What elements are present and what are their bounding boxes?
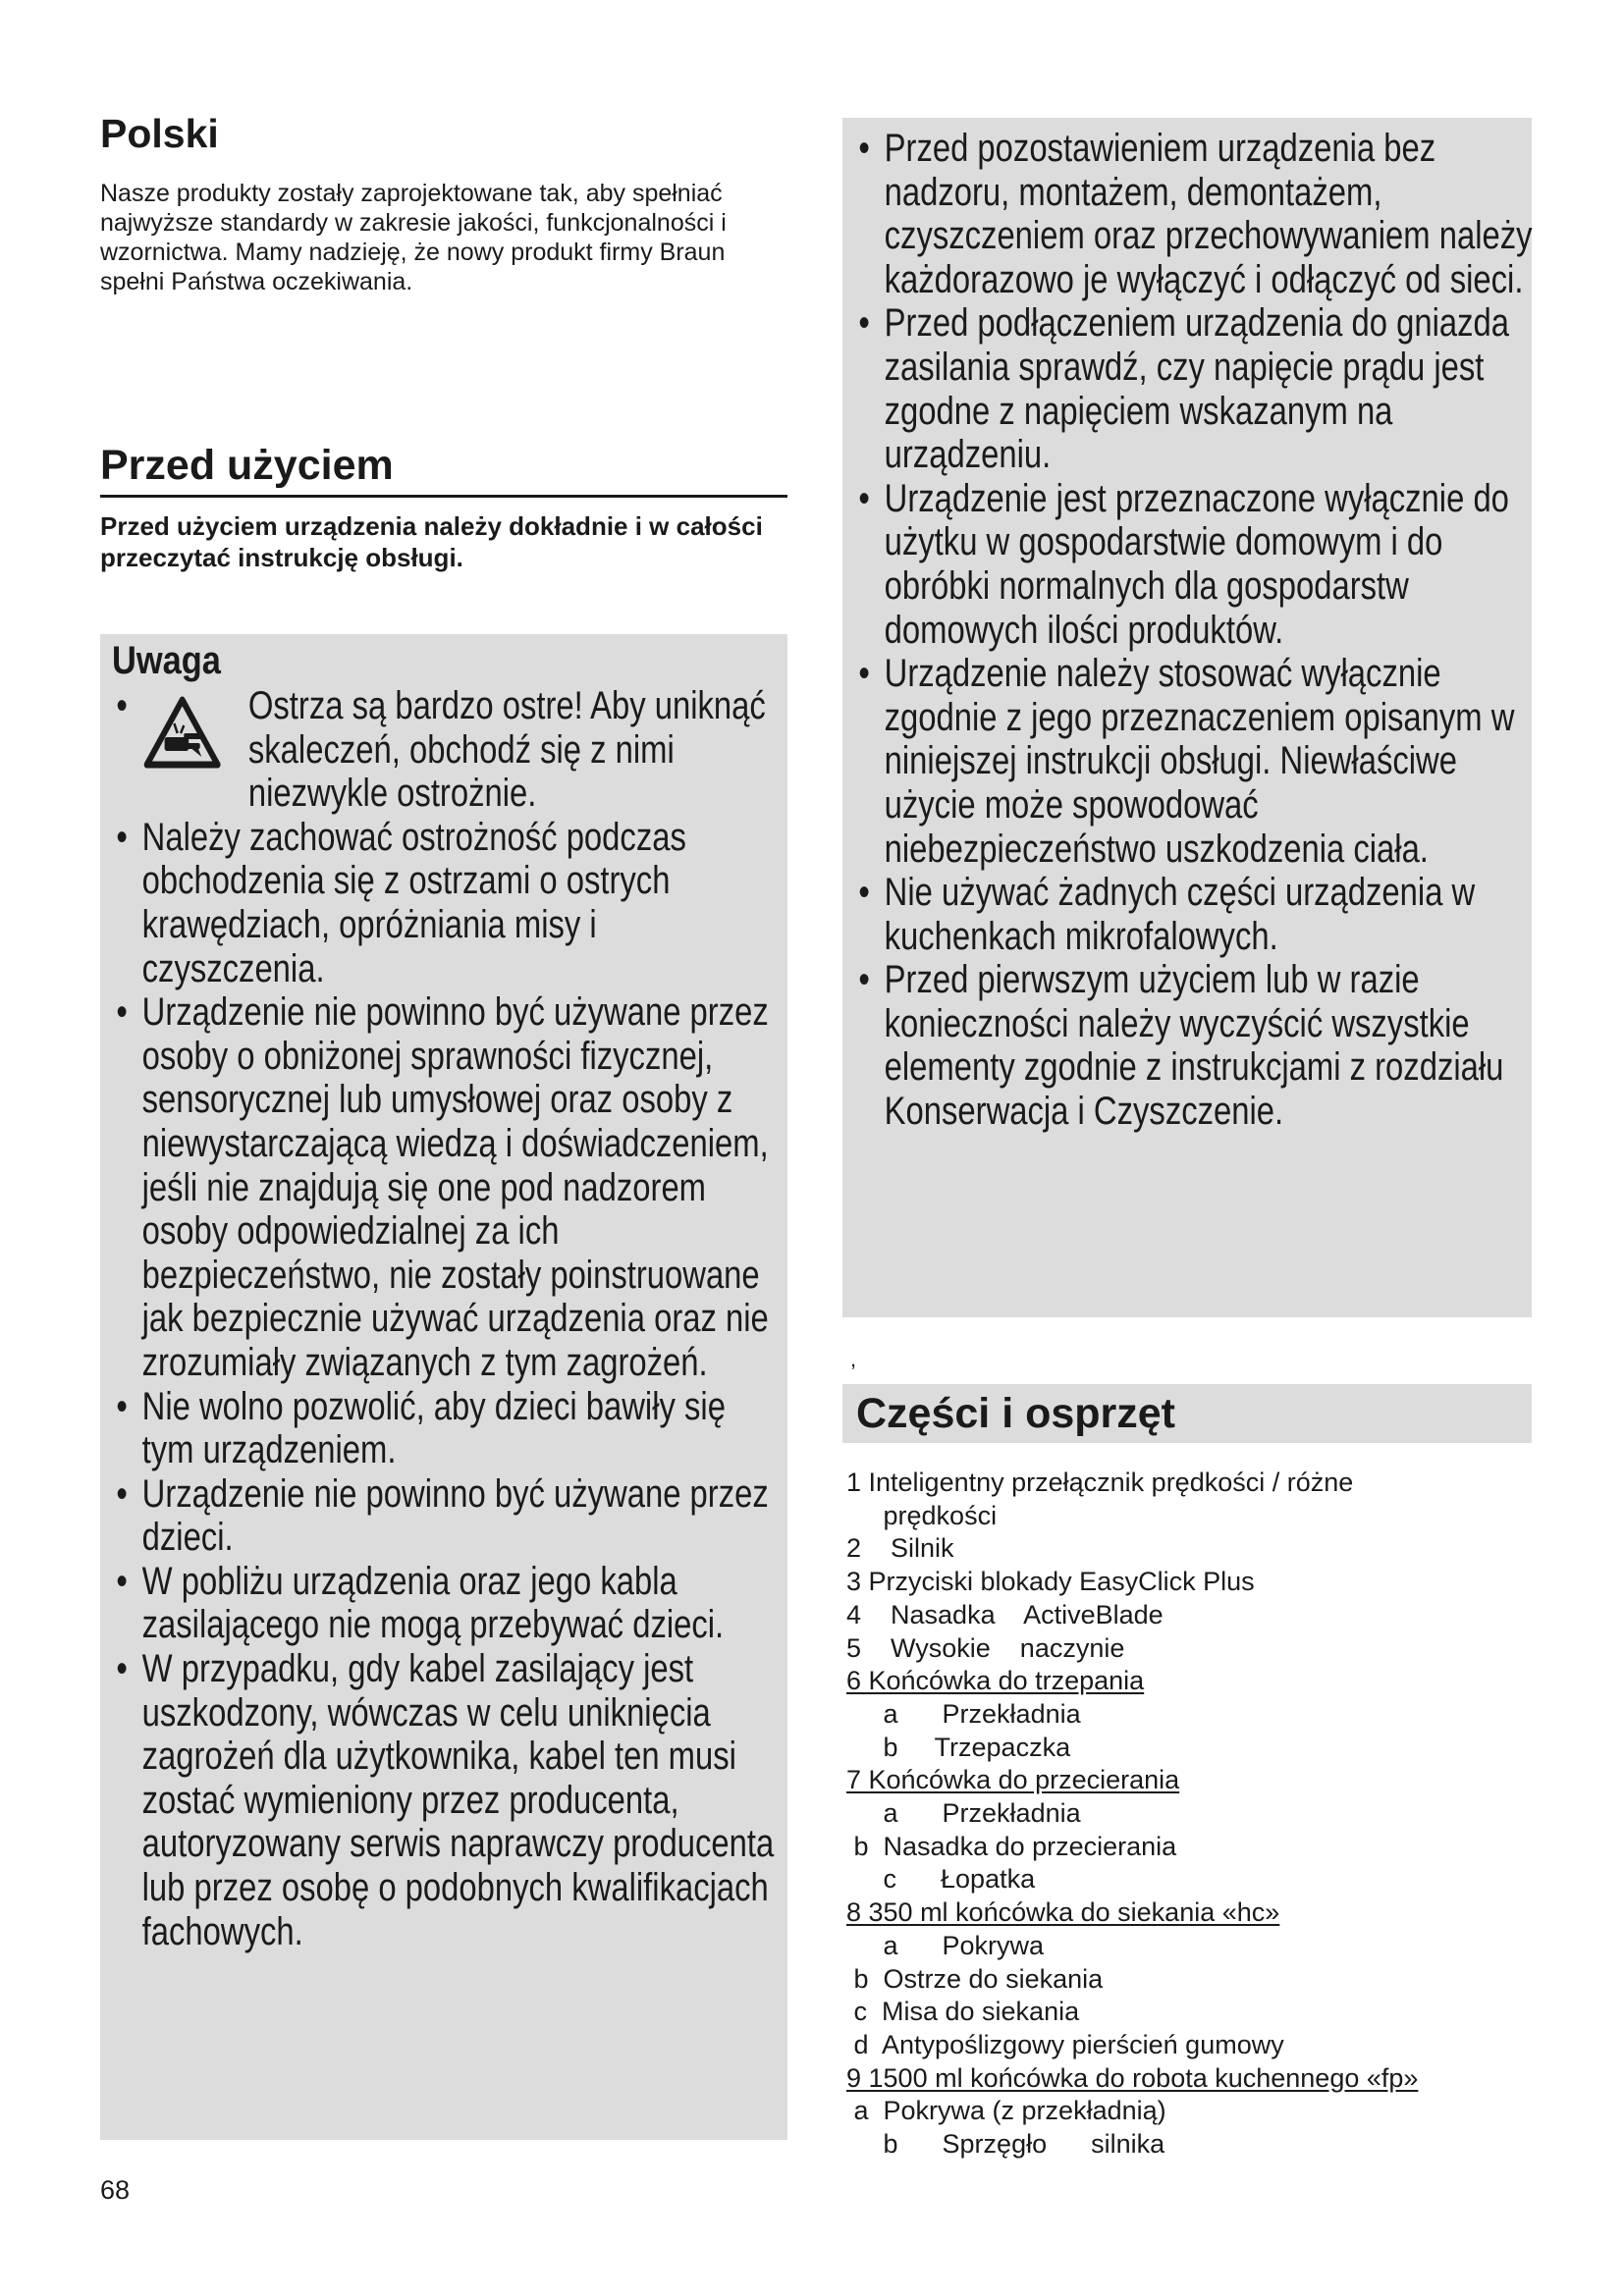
stray-mark: , — [850, 1347, 857, 1371]
warning-item-text: Urządzenie jest przeznaczone wyłącznie do użytku w gospodarstwie domowym i do obróbki normalnych dla gospodarstw domowych ilości produktów. — [884, 476, 1509, 652]
list-item: a Pokrywa — [846, 1930, 1045, 1960]
parts-heading: Części i osprzęt — [856, 1390, 1175, 1437]
warning-content-continued — [842, 118, 1538, 1134]
list-item: • Urządzenie jest przeznaczone wyłącznie do użytku w gospodarstwie domowym i do obróbki normalnych dla gospodarstw domowych ilości produktów. — [858, 476, 1509, 652]
list-item: prędkości — [846, 1500, 998, 1530]
list-item: 4 Nasadka ActiveBlade — [846, 1599, 1164, 1629]
list-item: 3 Przyciski blokady EasyClick Plus — [846, 1567, 1255, 1597]
warning-item-text: Przed pierwszym użyciem lub w razie konieczności należy wyczyścić wszystkie elementy zgodnie z instrukcjami z rozdziału Konserwacja i Czyszczenie. — [884, 958, 1504, 1134]
warning-item-text: Nie używać żadnych części urządzenia w kuchenkach mikrofalowych. — [884, 871, 1476, 958]
list-item: a Przekładnia — [846, 1698, 1081, 1729]
list-item: • Przed podłączeniem urządzenia do gniazda zasilania sprawdź, czy napięcie prądu jest zgodne z napięciem wskazanym na urządzeniu. — [858, 301, 1510, 477]
list-item: 9 1500 ml końcówka do robota kuchennego «fp» — [846, 2062, 1419, 2093]
list-item: b Nasadka do przecierania — [846, 1831, 1177, 1861]
warning-item-text: W przypadku, gdy kabel zasilający jest uszkodzony, wówczas w celu uniknięcia zagrożeń dla użytkownika, kabel ten musi zostać wymieniony przez producenta, autoryzowany serwis naprawczy producenta lub przez osobę o podobnych kwalifikacjach fachowych. — [141, 1647, 775, 1953]
list-item: • Należy zachować ostrożność podczas obchodzenia się z ostrzami o ostrych krawędziach, opróżniania misy i czyszczenia. — [116, 815, 686, 990]
list-item: • Przed pierwszym użyciem lub w razie konieczności należy wyczyścić wszystkie elementy zgodnie z instrukcjami z rozdziału Konserwacja i Czyszczenie. — [858, 958, 1504, 1134]
list-item: • W pobliżu urządzenia oraz jego kabla zasilającego nie mogą przebywać dzieci. — [116, 1559, 725, 1647]
list-item: 7 Końcówka do przecierania — [846, 1765, 1180, 1795]
list-item: • Nie wolno pozwolić, aby dzieci bawiły się tym urządzeniem. — [116, 1384, 726, 1472]
warning-item-text: Nie wolno pozwolić, aby dzieci bawiły się tym urządzeniem. — [141, 1384, 726, 1472]
list-item: • Przed pozostawieniem urządzenia bez nadzoru, montażem, demontażem, czyszczeniem oraz przechowywaniem należy każdorazowo je wyłączyć i odłączyć od sieci. — [858, 127, 1533, 301]
before-use-text: Przed użyciem urządzenia należy dokładnie i w całości przeczytać instrukcję obsługi. — [100, 511, 763, 572]
list-item: b Trzepaczka — [846, 1732, 1071, 1762]
warning-item-text: Przed pozostawieniem urządzenia bez nadzoru, montażem, demontażem, czyszczeniem oraz przechowywaniem należy każdorazowo je wyłączyć i odłączyć od sieci. — [884, 127, 1533, 301]
warning-item-text: Ostrza są bardzo ostre! Aby uniknąć skaleczeń, obchodź się z nimi niezwykle ostrożnie. — [247, 684, 766, 816]
list-item: c Misa do siekania — [846, 1997, 1080, 2027]
warning-list-continued — [853, 127, 1538, 1134]
warning-box-continued — [842, 118, 1532, 1317]
language-title: Polski — [100, 111, 219, 156]
page-number: 68 — [100, 2175, 131, 2205]
list-item: 5 Wysokie naczynie — [846, 1632, 1125, 1663]
list-item: b Sprzęgło silnika — [846, 2129, 1165, 2160]
intro-paragraph: Nasze produkty zostały zaprojektowane tak, aby spełniać najwyższe standardy w zakresie jakości, funkcjonalności i wzornictwa. Mamy nadzieję, że nowy produkt firmy Braun spełni Państwa oczekiwania. — [100, 180, 727, 295]
warning-box — [100, 634, 787, 2140]
warning-item-text: Przed podłączeniem urządzenia do gniazda zasilania sprawdź, czy napięcie prądu jest zgodne z napięciem wskazanym na urządzeniu. — [884, 301, 1510, 477]
warning-content — [100, 684, 780, 1953]
intro-column — [100, 110, 787, 296]
list-item: • W przypadku, gdy kabel zasilający jest uszkodzony, wówczas w celu uniknięcia zagrożeń dla użytkownika, kabel ten musi zostać wymieniony przez producenta, autoryzowany serwis naprawczy producenta lub przez osobę o podobnych kwalifikacjach fachowych. — [116, 1647, 775, 1953]
list-item: 2 Silnik — [846, 1533, 954, 1564]
warning-item-blades — [111, 684, 780, 816]
parts-list — [846, 1467, 1534, 2162]
list-item: a Przekładnia — [846, 1798, 1081, 1829]
warning-item-text: Urządzenie nie powinno być używane przez dzieci. — [141, 1471, 769, 1560]
before-use-heading: Przed użyciem — [100, 436, 787, 498]
list-item: • Urządzenie nie powinno być używane przez dzieci. — [116, 1471, 769, 1560]
list-item: 1 Inteligentny przełącznik prędkości / różne — [846, 1468, 1354, 1497]
list-item: c Łopatka — [846, 1864, 1036, 1895]
list-item: • Nie używać żadnych części urządzenia w kuchenkach mikrofalowych. — [858, 871, 1476, 958]
warning-title: Uwaga — [112, 639, 221, 682]
list-item: 8 350 ml końcówka do siekania «hc» — [846, 1897, 1280, 1928]
list-item: b Ostrze do siekania — [846, 1963, 1104, 1994]
warning-list — [111, 816, 780, 1953]
warning-item-text: Urządzenie należy stosować wyłącznie zgodnie z jego przeznaczeniem opisanym w niniejszej instrukcji obsługi. Niewłaściwe użycie może spowodować niebezpieczeństwo uszkodzenia ciała. — [884, 652, 1515, 871]
list-item: d Antypoślizgowy pierścień gumowy — [846, 2029, 1284, 2059]
bullet: • — [116, 684, 128, 727]
list-item: • Urządzenie nie powinno być używane przez osoby o obniżonej sprawności fizycznej, sensorycznej lub umysłowej oraz osoby z niewystarczającą wiedzą i doświadczeniem, jeśli nie znajdują się one pod nadzorem osoby odpowiedzialnej za ich bezpieczeństwo, nie zostały poinstruowane jak bezpiecznie używać urządzenia oraz nie zrozumiały związanych z tym zagrożeń. — [116, 990, 769, 1384]
warning-item-text: Urządzenie nie powinno być używane przez osoby o obniżonej sprawności fizycznej, sensorycznej lub umysłowej oraz osoby z niewystarczającą wiedzą i doświadczeniem, jeśli nie znajdują się one pod nadzorem osoby odpowiedzialnej za ich bezpieczeństwo, nie zostały poinstruowane jak bezpiecznie używać urządzenia oraz nie zrozumiały związanych z tym zagrożeń. — [141, 990, 769, 1384]
list-item: a Pokrywa (z przekładnią) — [846, 2096, 1166, 2126]
warning-item-text: Należy zachować ostrożność podczas obchodzenia się z ostrzami o ostrych krawędziach, opróżniania misy i czyszczenia. — [141, 815, 686, 990]
warning-item-text: W pobliżu urządzenia oraz jego kabla zasilającego nie mogą przebywać dzieci. — [141, 1559, 725, 1647]
parts-heading-bar — [842, 1384, 1532, 1443]
list-item: • Urządzenie należy stosować wyłącznie zgodnie z jego przeznaczeniem opisanym w niniejszej instrukcji obsługi. Niewłaściwe użycie może spowodować niebezpieczeństwo uszkodzenia ciała. — [858, 652, 1515, 871]
hand-cut-warning-icon — [142, 684, 248, 782]
list-item: 6 Końcówka do trzepania — [846, 1666, 1145, 1696]
